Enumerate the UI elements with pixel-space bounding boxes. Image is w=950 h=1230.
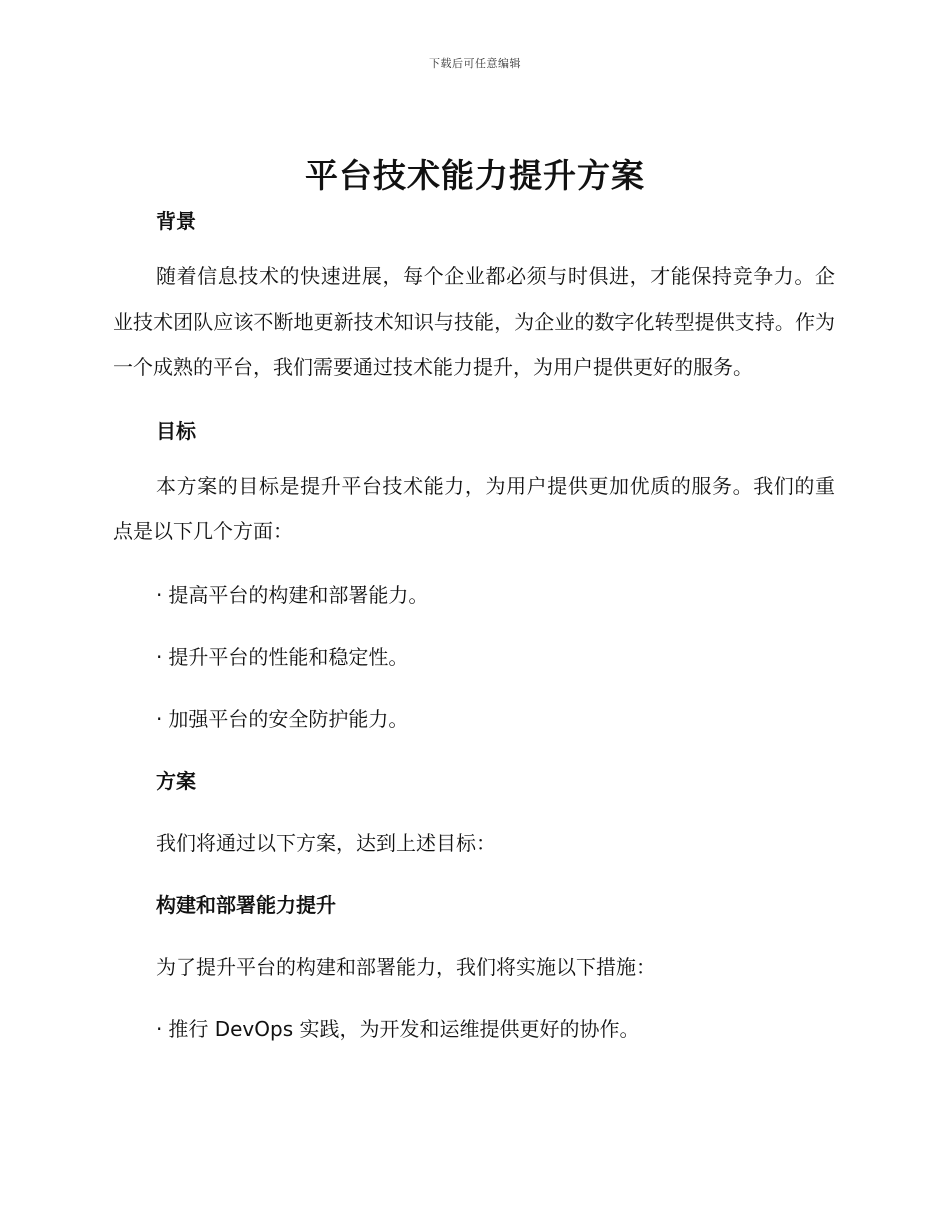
bullet-icon: · [156, 706, 163, 731]
section-heading-background: 背景 [156, 209, 196, 233]
bullet-icon: · [156, 1016, 163, 1041]
bullet-icon: · [156, 644, 163, 669]
list-item-text: 推行 DevOps 实践，为开发和运维提供更好的协作。 [168, 1016, 640, 1041]
header-note: 下载后可任意编辑 [429, 57, 521, 70]
background-paragraph: 随着信息技术的快速进展，每个企业都必须与时俱进，才能保持竞争力。企业技术团队应该不断地更新技术知识与技能，为企业的数字化转型提供支持。作为一个成熟的平台，我们需要通过技术能力提升，为用户提供更好的服务。 [113, 264, 835, 379]
list-item [113, 641, 835, 670]
list-item [113, 1013, 835, 1042]
subsection-heading-build-deploy: 构建和部署能力提升 [156, 892, 336, 917]
goal-paragraph: 本方案的目标是提升平台技术能力，为用户提供更加优质的服务。我们的重点是以下几个方面： [113, 473, 835, 543]
build-deploy-intro: 为了提升平台的构建和部署能力，我们将实施以下措施： [156, 954, 656, 979]
section-heading-goal: 目标 [156, 418, 196, 443]
document-body [113, 205, 835, 1042]
bullet-icon: · [156, 582, 163, 607]
plan-intro: 我们将通过以下方案，达到上述目标： [156, 830, 496, 855]
list-item [113, 579, 835, 608]
list-item-text: 加强平台的安全防护能力。 [168, 706, 409, 731]
list-item-text: 提高平台的构建和部署能力。 [168, 582, 429, 607]
list-item-text: 提升平台的性能和稳定性。 [168, 644, 409, 669]
list-item [113, 703, 835, 732]
section-heading-plan: 方案 [156, 768, 196, 793]
page-title: 平台技术能力提升方案 [305, 156, 645, 195]
